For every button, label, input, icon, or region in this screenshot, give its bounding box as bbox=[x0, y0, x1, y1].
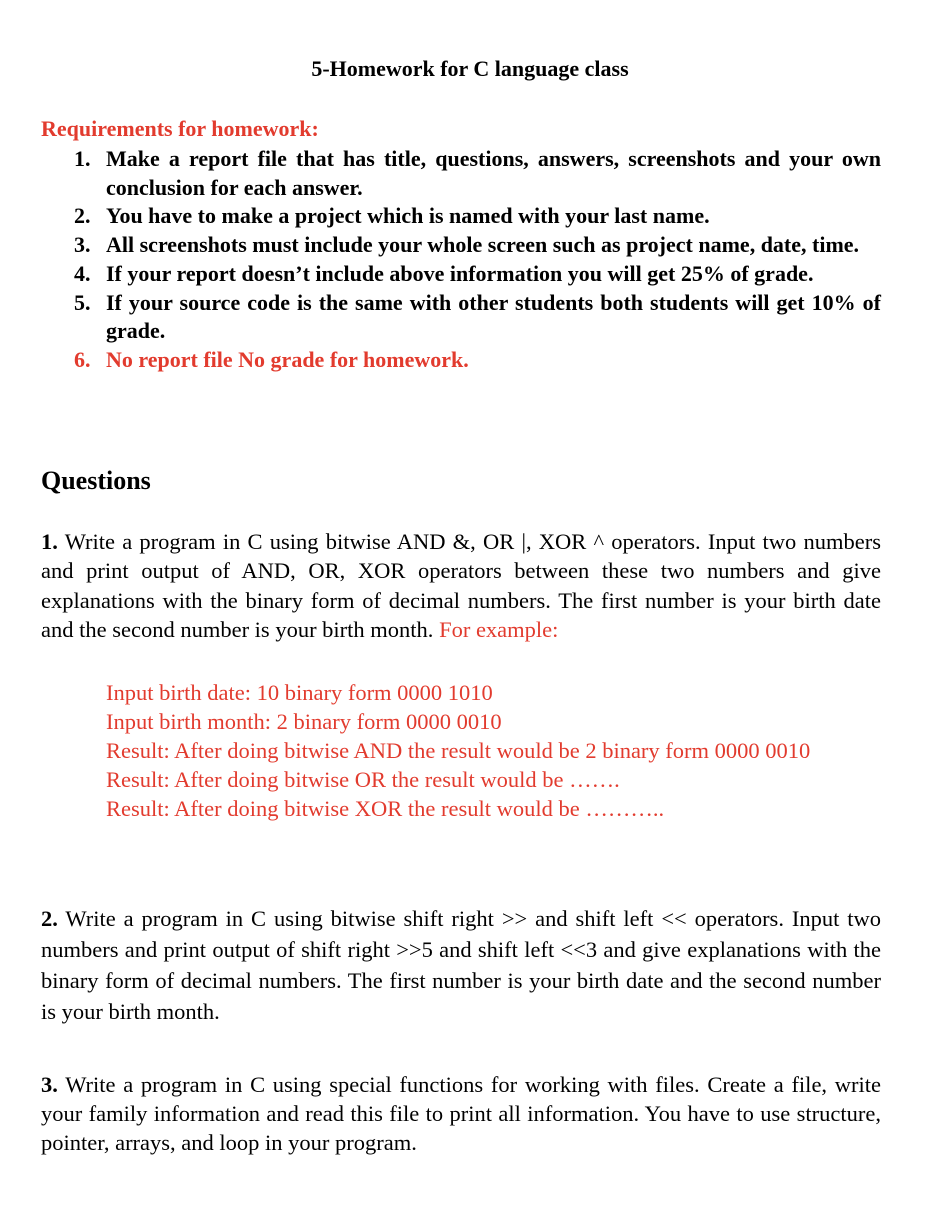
requirement-text: If your source code is the same with other students both students will get 10% of grade. bbox=[106, 289, 881, 344]
requirement-item bbox=[41, 260, 881, 289]
requirement-text: Make a report file that has title, questions, answers, screenshots and your own conclusion for each answer. bbox=[106, 146, 881, 200]
example-line: Input birth month: 2 binary form 0000 0010 bbox=[106, 708, 502, 734]
question-number: 2. bbox=[41, 906, 58, 931]
question-text: Write a program in C using bitwise AND &, OR |, XOR ^ operators. Input two numbers and print output of AND, OR, XOR operators between these two numbers and give explanations with the binary form of decimal numbers. The first number is your birth date and the second number is your birth month. bbox=[41, 529, 881, 642]
question-number: 3. bbox=[41, 1072, 58, 1097]
document-title: 5-Homework for C language class bbox=[311, 56, 629, 81]
example-line: Result: After doing bitwise XOR the result would be ……….. bbox=[106, 795, 665, 821]
requirement-item-warning bbox=[41, 346, 881, 375]
requirement-text: You have to make a project which is named with your last name. bbox=[106, 203, 710, 229]
requirement-number: 6. bbox=[74, 346, 91, 372]
requirement-number: 3. bbox=[74, 232, 91, 258]
question-2 bbox=[41, 903, 881, 1027]
questions-heading: Questions bbox=[41, 466, 151, 495]
example-line: Input birth date: 10 binary form 0000 1010 bbox=[106, 680, 493, 705]
requirement-text: No report file No grade for homework. bbox=[106, 346, 469, 372]
example-label: For example: bbox=[439, 616, 559, 642]
requirement-item bbox=[41, 202, 881, 231]
requirement-item bbox=[41, 289, 881, 346]
requirement-item bbox=[41, 231, 881, 260]
requirement-text: If your report doesn’t include above information you will get 25% of grade. bbox=[106, 260, 814, 286]
requirement-number: 5. bbox=[74, 289, 91, 315]
requirements-list bbox=[41, 145, 881, 375]
example-line: Result: After doing bitwise OR the result would be ……. bbox=[106, 766, 620, 792]
question-3 bbox=[41, 1070, 881, 1157]
requirement-text: All screenshots must include your whole screen such as project name, date, time. bbox=[106, 232, 860, 258]
example-line: Result: After doing bitwise AND the result would be 2 binary form 0000 0010 bbox=[106, 737, 811, 763]
question-text: Write a program in C using special functions for working with files. Create a file, write your family information and read this file to print all information. You have to use structure, pointer, arrays, and loop in your program. bbox=[41, 1072, 881, 1155]
question-text: Write a program in C using bitwise shift right >> and shift left << operators. Input two numbers and print output of shift right >>5 and shift left <<3 and give explanations with the binary form of decimal numbers. The first number is your birth date and the second number is your birth month. bbox=[41, 906, 882, 1024]
example-block bbox=[106, 679, 846, 824]
requirement-item bbox=[41, 145, 881, 202]
requirements-heading: Requirements for homework: bbox=[41, 116, 319, 141]
requirement-number: 4. bbox=[74, 260, 91, 286]
question-1 bbox=[41, 527, 881, 644]
requirement-number: 2. bbox=[74, 203, 91, 229]
requirement-number: 1. bbox=[74, 146, 91, 171]
question-number: 1. bbox=[41, 529, 58, 554]
